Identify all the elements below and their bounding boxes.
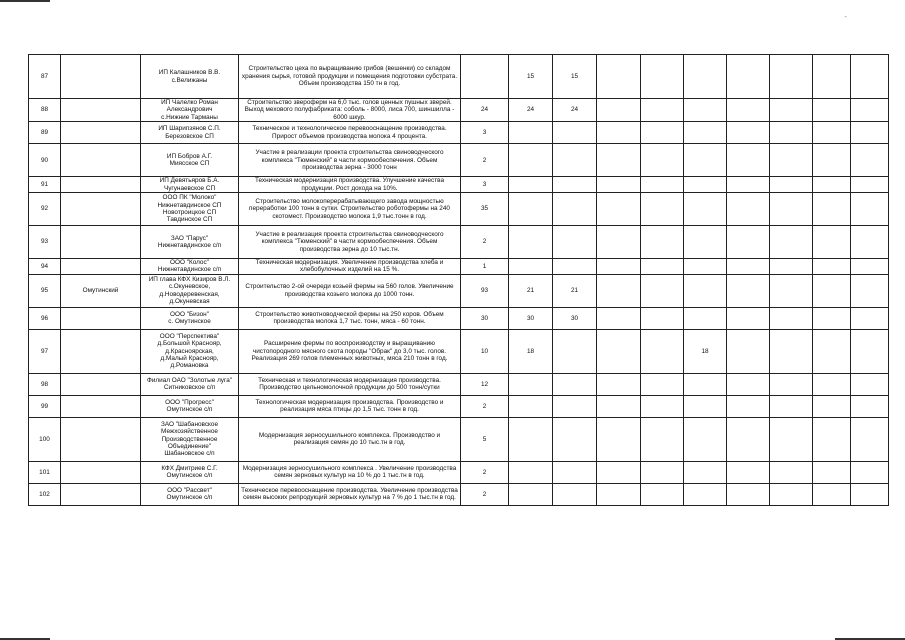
district-cell xyxy=(61,177,141,193)
value-cell: 24 xyxy=(553,99,597,122)
table-row xyxy=(29,122,889,144)
value-cell xyxy=(770,99,813,122)
value-cell xyxy=(851,193,889,226)
value-cell xyxy=(641,395,684,417)
value-cell xyxy=(684,461,727,483)
organization-cell: Филиал ОАО "Золотые луга" Ситниковское с/п xyxy=(141,373,239,395)
value-cell xyxy=(813,274,851,307)
value-cell xyxy=(851,259,889,275)
value-cell xyxy=(597,122,641,144)
value-cell xyxy=(597,461,641,483)
project-description-cell: Строительство цеха по выращиванию грибов (вешенки) со складом хранения сырья, готовой продукции и помещения подготовки субстрата. Объем производства 150 тн в год. xyxy=(239,55,461,99)
row-number-cell: 88 xyxy=(29,99,61,122)
value-cell xyxy=(641,193,684,226)
value-cell xyxy=(770,307,813,329)
value-cell xyxy=(813,461,851,483)
value-cell xyxy=(509,177,553,193)
organization-cell: КФХ Дмитриев С.Г. Омутинское с/п xyxy=(141,461,239,483)
value-cell xyxy=(597,395,641,417)
row-number-cell: 97 xyxy=(29,329,61,373)
organization-cell: ИП Калашников В.В. с.Велижаны xyxy=(141,55,239,99)
project-description-cell: Расширение фермы по воспроизводству и выращиванию чистопородного мясного скота породы "Обрак" до 3,0 тыс. голов. Реализация 269 голов племенных животных, мяса 210 тонн в год. xyxy=(239,329,461,373)
value-cell xyxy=(641,307,684,329)
value-cell xyxy=(851,307,889,329)
row-number-cell: 98 xyxy=(29,373,61,395)
table-row xyxy=(29,177,889,193)
value-cell xyxy=(813,307,851,329)
value-cell: 2 xyxy=(461,461,509,483)
table-row xyxy=(29,307,889,329)
table-row xyxy=(29,329,889,373)
value-cell xyxy=(727,395,770,417)
value-cell xyxy=(641,144,684,177)
value-cell xyxy=(641,99,684,122)
value-cell xyxy=(851,55,889,99)
organization-cell: ЗАО "Шабановское Межхозяйственное Производственное Объединение" Шабановское с/п xyxy=(141,417,239,461)
value-cell: 18 xyxy=(509,329,553,373)
row-number-cell: 87 xyxy=(29,55,61,99)
project-description-cell: Техническое перевооснащение производства. Увеличение производства семян высоких репродукций зерновых культур на 7 % до 1 тыс.тн в год. xyxy=(239,483,461,505)
value-cell xyxy=(684,226,727,259)
table-row xyxy=(29,483,889,505)
table-row xyxy=(29,226,889,259)
value-cell xyxy=(553,144,597,177)
project-description-cell: Техническая и технологическая модернизация производства. Производство цельномолочной продукции до 500 тонн/сутки xyxy=(239,373,461,395)
value-cell xyxy=(597,144,641,177)
project-description-cell: Техническая модернизация. Увеличение производства хлеба и хлебобулочных изделий на 15 %. xyxy=(239,259,461,275)
organization-cell: ООО "Бизон" с. Омутинское xyxy=(141,307,239,329)
value-cell xyxy=(509,395,553,417)
value-cell: 10 xyxy=(461,329,509,373)
value-cell xyxy=(851,395,889,417)
value-cell xyxy=(553,329,597,373)
value-cell xyxy=(813,226,851,259)
value-cell xyxy=(727,193,770,226)
value-cell xyxy=(597,55,641,99)
value-cell xyxy=(509,122,553,144)
value-cell xyxy=(727,99,770,122)
value-cell xyxy=(851,329,889,373)
value-cell xyxy=(684,122,727,144)
value-cell: 21 xyxy=(553,274,597,307)
district-cell xyxy=(61,259,141,275)
project-description-cell: Строительство 2-ой очереди козьей фермы на 560 голов. Увеличение производства козьего молока до 1000 тонн. xyxy=(239,274,461,307)
value-cell xyxy=(597,177,641,193)
table-body xyxy=(29,55,889,506)
value-cell xyxy=(597,259,641,275)
row-number-cell: 94 xyxy=(29,259,61,275)
project-description-cell: Участие в реализации проекта строительства свиноводческого комплекса "Тюменский" в части кормообеспечения. Объем производства зерна - 3000 тонн xyxy=(239,144,461,177)
value-cell: 1 xyxy=(461,259,509,275)
value-cell xyxy=(509,144,553,177)
value-cell xyxy=(684,274,727,307)
value-cell xyxy=(813,144,851,177)
row-number-cell: 95 xyxy=(29,274,61,307)
district-cell xyxy=(61,329,141,373)
value-cell xyxy=(684,99,727,122)
value-cell xyxy=(727,483,770,505)
organization-cell: ИП Бобров А.Г. Миясское СП xyxy=(141,144,239,177)
value-cell xyxy=(597,274,641,307)
table-row xyxy=(29,417,889,461)
value-cell: 24 xyxy=(509,99,553,122)
organization-cell: ИП глава КФХ Кизиров В.Л. с.Окуневское, д.Новодеревенская, д.Окуневская xyxy=(141,274,239,307)
organization-cell: ЗАО "Парус" Нижнетавдинское с/п xyxy=(141,226,239,259)
value-cell: 2 xyxy=(461,483,509,505)
value-cell xyxy=(813,329,851,373)
value-cell xyxy=(641,177,684,193)
value-cell xyxy=(813,483,851,505)
value-cell xyxy=(641,373,684,395)
value-cell xyxy=(684,259,727,275)
district-cell xyxy=(61,461,141,483)
value-cell xyxy=(813,55,851,99)
value-cell xyxy=(684,177,727,193)
value-cell xyxy=(597,483,641,505)
organization-cell: ИП Шарипзянов С.П. Березовское СП xyxy=(141,122,239,144)
project-description-cell: Модернизация зерносушильного комплекса. Производство и реализация семян до 10 тыс.тн в год. xyxy=(239,417,461,461)
value-cell xyxy=(770,417,813,461)
value-cell xyxy=(813,193,851,226)
value-cell xyxy=(597,329,641,373)
value-cell: 35 xyxy=(461,193,509,226)
table-row xyxy=(29,373,889,395)
project-description-cell: Строительство звероферм на 6,0 тыс. голов ценных пушных зверей. Выход мехового полуфабриката: соболь - 8000, лиса 700, шиншилла - 6000 шкур. xyxy=(239,99,461,122)
value-cell xyxy=(597,373,641,395)
value-cell xyxy=(597,226,641,259)
district-cell xyxy=(61,395,141,417)
organization-cell: ИП Девятьяров Б.А. Чугунаевское СП xyxy=(141,177,239,193)
value-cell xyxy=(597,417,641,461)
value-cell xyxy=(770,122,813,144)
value-cell: 24 xyxy=(461,99,509,122)
value-cell xyxy=(684,373,727,395)
value-cell xyxy=(851,99,889,122)
value-cell xyxy=(770,177,813,193)
organization-cell: ООО ПК "Молоко" Нижнетавдинское СП Новотроицкое СП Тавдинское СП xyxy=(141,193,239,226)
value-cell xyxy=(770,483,813,505)
value-cell xyxy=(851,461,889,483)
table-row xyxy=(29,274,889,307)
table-row xyxy=(29,144,889,177)
table-row xyxy=(29,259,889,275)
value-cell xyxy=(684,193,727,226)
project-description-cell: Техническая модернизация производства. Улучшение качества продукции. Рост дохода на 10%. xyxy=(239,177,461,193)
value-cell xyxy=(727,329,770,373)
value-cell xyxy=(727,177,770,193)
project-description-cell: Модернизация зерносушильного комплекса . Увеличение производства семян зерновых культур на 10 % до 1 тыс.тн в год. xyxy=(239,461,461,483)
value-cell xyxy=(641,417,684,461)
value-cell xyxy=(509,417,553,461)
row-number-cell: 90 xyxy=(29,144,61,177)
value-cell xyxy=(553,483,597,505)
value-cell xyxy=(641,55,684,99)
value-cell: 2 xyxy=(461,395,509,417)
value-cell xyxy=(770,144,813,177)
value-cell xyxy=(641,122,684,144)
value-cell xyxy=(770,461,813,483)
row-number-cell: 99 xyxy=(29,395,61,417)
value-cell xyxy=(770,226,813,259)
value-cell xyxy=(509,373,553,395)
value-cell: 30 xyxy=(509,307,553,329)
value-cell xyxy=(851,274,889,307)
value-cell xyxy=(641,259,684,275)
value-cell xyxy=(553,177,597,193)
district-cell xyxy=(61,99,141,122)
value-cell xyxy=(684,55,727,99)
value-cell xyxy=(851,483,889,505)
value-cell xyxy=(597,99,641,122)
value-cell xyxy=(684,417,727,461)
row-number-cell: 91 xyxy=(29,177,61,193)
row-number-cell: 89 xyxy=(29,122,61,144)
value-cell xyxy=(770,395,813,417)
value-cell: 15 xyxy=(553,55,597,99)
value-cell: 18 xyxy=(684,329,727,373)
value-cell xyxy=(851,177,889,193)
value-cell xyxy=(553,461,597,483)
district-cell xyxy=(61,144,141,177)
value-cell xyxy=(851,122,889,144)
row-number-cell: 101 xyxy=(29,461,61,483)
value-cell xyxy=(727,417,770,461)
table-row xyxy=(29,395,889,417)
value-cell: 15 xyxy=(509,55,553,99)
value-cell xyxy=(597,193,641,226)
value-cell xyxy=(509,226,553,259)
value-cell: 2 xyxy=(461,144,509,177)
value-cell xyxy=(684,307,727,329)
value-cell xyxy=(727,122,770,144)
value-cell: 3 xyxy=(461,177,509,193)
value-cell xyxy=(813,373,851,395)
organization-cell: ИП Чалелко Роман Александрович с.Нижние Тарманы xyxy=(141,99,239,122)
district-cell xyxy=(61,483,141,505)
value-cell xyxy=(641,274,684,307)
value-cell xyxy=(851,226,889,259)
table-row xyxy=(29,99,889,122)
row-number-cell: 93 xyxy=(29,226,61,259)
value-cell xyxy=(684,483,727,505)
project-description-cell: Участие в реализация проекта строительства свиноводческого комплекса "Тюменский" в части кормообеспечения. Объем производства зерна до 10 тыс.тн. xyxy=(239,226,461,259)
value-cell xyxy=(813,259,851,275)
value-cell xyxy=(813,122,851,144)
value-cell xyxy=(770,274,813,307)
value-cell xyxy=(553,395,597,417)
table-row xyxy=(29,461,889,483)
district-cell xyxy=(61,417,141,461)
district-cell xyxy=(61,193,141,226)
value-cell xyxy=(813,99,851,122)
value-cell: 5 xyxy=(461,417,509,461)
value-cell xyxy=(641,461,684,483)
value-cell xyxy=(553,417,597,461)
value-cell xyxy=(770,373,813,395)
value-cell: 30 xyxy=(553,307,597,329)
value-cell xyxy=(770,259,813,275)
value-cell xyxy=(727,259,770,275)
value-cell xyxy=(641,329,684,373)
organization-cell: ООО "Рассвет" Омутинское с/п xyxy=(141,483,239,505)
organization-cell: ООО "Колос" Нижнетавдинское с/п xyxy=(141,259,239,275)
scan-edge-top-left xyxy=(0,0,50,2)
value-cell xyxy=(597,307,641,329)
value-cell xyxy=(851,373,889,395)
value-cell xyxy=(553,226,597,259)
value-cell xyxy=(727,373,770,395)
district-cell xyxy=(61,122,141,144)
value-cell xyxy=(851,417,889,461)
value-cell: 2 xyxy=(461,226,509,259)
value-cell xyxy=(770,193,813,226)
value-cell xyxy=(509,259,553,275)
table-row xyxy=(29,55,889,99)
row-number-cell: 96 xyxy=(29,307,61,329)
value-cell: 21 xyxy=(509,274,553,307)
value-cell xyxy=(813,177,851,193)
value-cell xyxy=(727,461,770,483)
organization-cell: ООО "Прогресс" Омутинское с/п xyxy=(141,395,239,417)
value-cell xyxy=(770,329,813,373)
district-cell: Омутинский xyxy=(61,274,141,307)
value-cell xyxy=(553,122,597,144)
row-number-cell: 102 xyxy=(29,483,61,505)
value-cell xyxy=(461,55,509,99)
district-cell xyxy=(61,373,141,395)
value-cell xyxy=(509,461,553,483)
value-cell xyxy=(553,373,597,395)
project-description-cell: Строительство молокоперерабатывающего завода мощностью переработки 100 тонн в сутки. Строительство роботофермы на 240 скотомест. Производство молока 1,9 тыс.тонн в год. xyxy=(239,193,461,226)
value-cell: 12 xyxy=(461,373,509,395)
district-cell xyxy=(61,55,141,99)
project-description-cell: Техническое и технологическое перевооснащение производства. Прирост объемов производства молока 4 процента. xyxy=(239,122,461,144)
value-cell: 3 xyxy=(461,122,509,144)
organization-cell: ООО "Перспектива" д.Большой Краснояр, д.Красноярская, д.Малый Краснояр, д.Романовка xyxy=(141,329,239,373)
project-description-cell: Технологическая модернизация производства. Производство и реализация мяса птицы до 1,5 тыс. тонн в год. xyxy=(239,395,461,417)
value-cell xyxy=(813,417,851,461)
table-row xyxy=(29,193,889,226)
value-cell xyxy=(727,274,770,307)
value-cell xyxy=(727,307,770,329)
row-number-cell: 100 xyxy=(29,417,61,461)
value-cell: 30 xyxy=(461,307,509,329)
value-cell xyxy=(553,193,597,226)
value-cell xyxy=(770,55,813,99)
district-cell xyxy=(61,226,141,259)
row-number-cell: 92 xyxy=(29,193,61,226)
value-cell xyxy=(553,259,597,275)
value-cell xyxy=(727,226,770,259)
value-cell xyxy=(509,483,553,505)
project-description-cell: Строительство животноводческой фермы на 250 коров. Объем производства молока 1,7 тыс. тонн, мяса - 60 тонн. xyxy=(239,307,461,329)
value-cell xyxy=(641,483,684,505)
value-cell: 93 xyxy=(461,274,509,307)
district-cell xyxy=(61,307,141,329)
value-cell xyxy=(684,395,727,417)
value-cell xyxy=(813,395,851,417)
value-cell xyxy=(727,55,770,99)
investment-projects-table xyxy=(28,54,889,506)
value-cell xyxy=(684,144,727,177)
page-mark: - xyxy=(844,12,847,21)
value-cell xyxy=(727,144,770,177)
value-cell xyxy=(509,193,553,226)
value-cell xyxy=(851,144,889,177)
value-cell xyxy=(641,226,684,259)
